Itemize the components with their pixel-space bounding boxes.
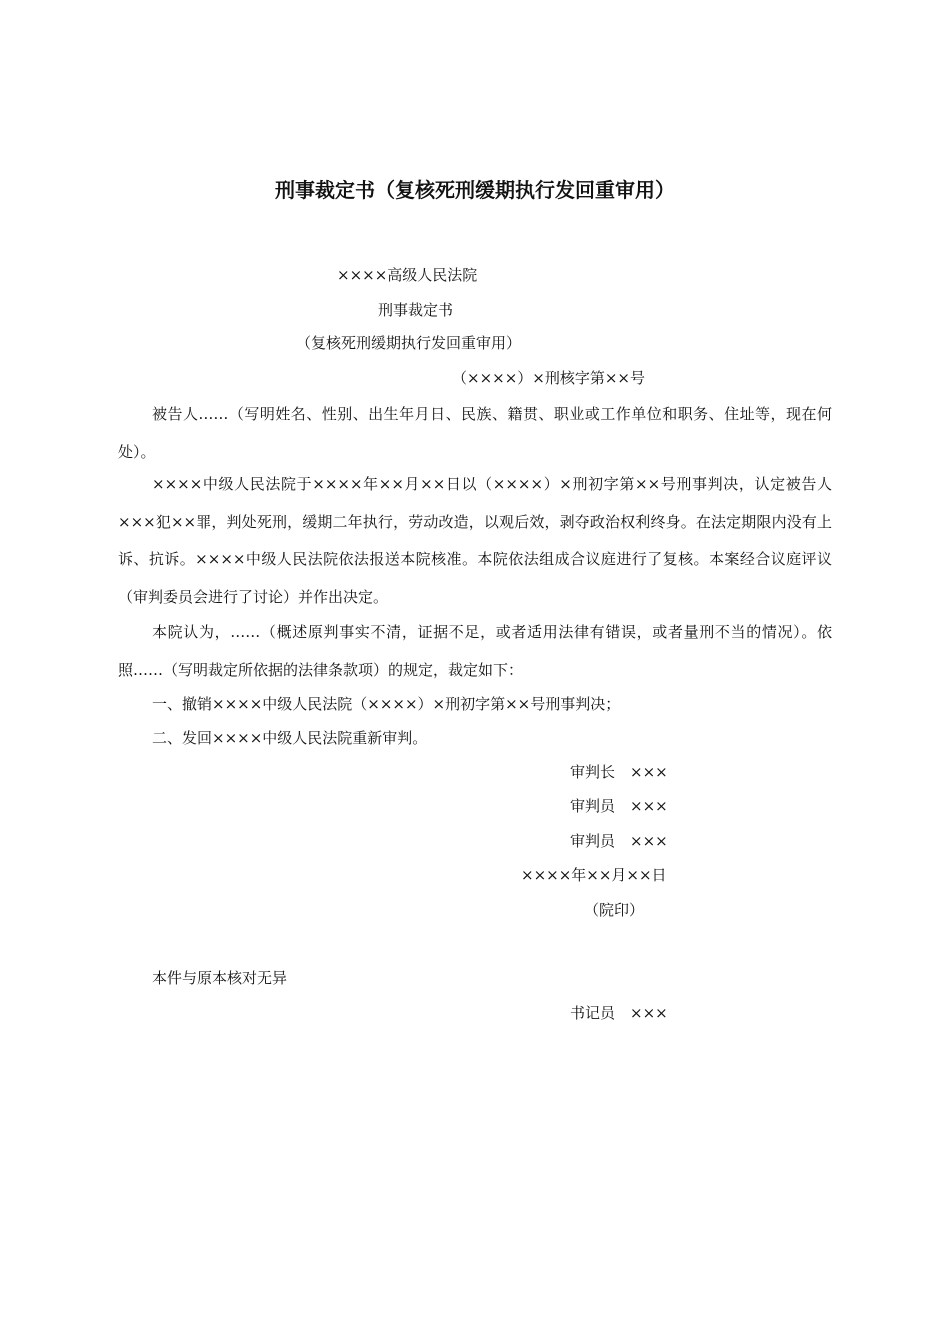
judge-signature-2: 审判员 ×××	[570, 832, 668, 850]
court-seal: （院印）	[584, 901, 645, 919]
chief-judge-signature: 审判长 ×××	[570, 763, 668, 781]
doc-type: 刑事裁定书	[378, 301, 454, 319]
document-title: 刑事裁定书（复核死刑缓期执行发回重审用）	[275, 178, 675, 202]
case-number: （××××）×刑核字第××号	[452, 369, 645, 387]
clerk-signature: 书记员 ×××	[570, 1004, 668, 1022]
history-paragraph: ××××中级人民法院于××××年××月××日以（××××）×刑初字第××号刑事判决，认定被告人×××犯××罪，判处死刑，缓期二年执行，劳动改造，以观后效，剥夺政治权利终身。在法定期限内没有上诉、抗诉。××××中级人民法院依法报送本院核准。本院依法组成合议庭进行了复核。本案经合议庭评议（审判委员会进行了讨论）并作出决定。	[118, 475, 832, 606]
doc-subtitle: （复核死刑缓期执行发回重审用）	[296, 334, 522, 352]
defendant-paragraph: 被告人……（写明姓名、性别、出生年月日、民族、籍贯、职业或工作单位和职务、住址等，现在何处）。	[118, 405, 832, 461]
reasoning-paragraph: 本院认为，……（概述原判事实不清，证据不足，或者适用法律有错误，或者量刑不当的情况）。依照……（写明裁定所依据的法律条款项）的规定，裁定如下：	[118, 623, 832, 679]
court-name: ××××高级人民法院	[337, 266, 478, 284]
ruling-item-1: 一、撤销××××中级人民法院（××××）×刑初字第××号刑事判决；	[152, 695, 621, 713]
verification-note: 本件与原本核对无异	[152, 969, 288, 987]
ruling-date: ××××年××月××日	[521, 866, 667, 884]
ruling-item-2: 二、发回××××中级人民法院重新审判。	[152, 729, 428, 747]
judge-signature-1: 审判员 ×××	[570, 797, 668, 815]
